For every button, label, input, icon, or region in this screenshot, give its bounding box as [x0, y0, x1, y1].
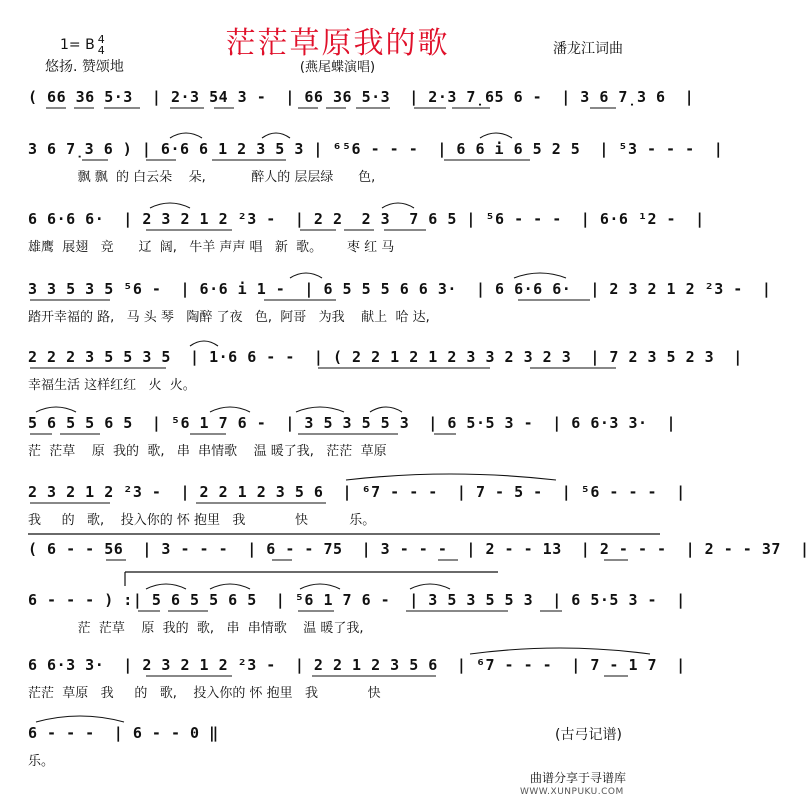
score-row-4-notes: 3 3 5 3 5 ⁵6 - | 6·6 i 1 - | 6 5 5 5 6 6 3· | 6 6·6 6· | 2 3 2 1 2 ²3 - | [28, 280, 772, 298]
score-row-5-lyrics: 幸福生活 这样红红 火 火。 [28, 378, 196, 393]
score-row-11-notes: 6 - - - | 6 - - 0 ‖ [28, 724, 219, 742]
score-row-6-notes: 5 6 5 5 6 5 | ⁵6 1 7 6 - | 3 5 3 5 5 3 | 6 5·5 3 - | 6 6·3 3· | [28, 414, 677, 432]
time-top: 4 [97, 33, 105, 46]
score-row-7-notes: 2 3 2 1 2 ²3 - | 2 2 1 2 3 5 6 | ⁶7 - - - | 7 - 5 - | ⁵6 - - - | [28, 483, 686, 501]
site-url[interactable]: WWW.XUNPUKU.COM [520, 787, 624, 797]
time-bottom: 4 [97, 44, 105, 57]
share-text: 曲谱分享于寻谱库 [530, 771, 627, 785]
score-row-9-notes: 6 - - - ) :| 5 6 5 5 6 5 | ⁵6 1 7 6 - | 3 5 3 5 5 3 | 6 5·5 3 - | [28, 591, 686, 609]
score-row-4-lyrics: 踏开幸福的 路, 马 头 琴 陶醉 了夜 色, 阿哥 为我 献上 哈 达, [28, 310, 430, 325]
tie-arcs [36, 133, 650, 722]
singer-credit: (燕尾蝶演唱) [299, 60, 376, 75]
score-row-10-lyrics: 茫茫 草原 我 的 歌, 投入你的 怀 抱里 我 快 [28, 686, 381, 701]
transcriber-credit: (古弓记谱) [555, 727, 622, 743]
score-row-2-lyrics: 飘 飘 的 白云朵 朵, 醉人的 层层绿 色, [28, 170, 376, 185]
score-row-2-notes: 3 6 7̣3 6 ) | 6·6 6 1 2 3 5 3 | ⁶⁵6 - - - | 6 6 i 6 5 2 5 | ⁵3 - - - | [28, 140, 724, 158]
score-row-8-notes: ( 6 - - 56 | 3 - - - | 6 - - 75 | 3 - - - | 2 - - 13 | 2 - - - | 2 - - 37 | [28, 540, 810, 558]
score-row-10-notes: 6 6·3 3· | 2 3 2 1 2 ²3 - | 2 2 1 2 3 5 6 | ⁶7 - - - | 7 - 1 7 | [28, 656, 686, 674]
score-row-9-lyrics: 茫 茫草 原 我的 歌, 串 串情歌 温 暖了我, [28, 621, 364, 636]
score-row-3-notes: 6 6·6 6· | 2 3 2 1 2 ²3 - | 2 2 2 3 7 6 5 | ⁵6 - - - | 6·6 ¹2 - | [28, 210, 705, 228]
author-credit: 潘龙江词曲 [553, 41, 623, 57]
score-row-11-lyrics: 乐。 [28, 754, 55, 769]
beam-lines [30, 108, 628, 676]
score-row-3-lyrics: 雄鹰 展翅 竞 辽 阔, 牛羊 声声 唱 新 歌。 枣 红 马 [28, 240, 395, 255]
score-row-1-notes: ( 66 36 5·3 | 2·3 54 3 - | 66 36 5·3 | 2·3 7̣65 6 - | 3 6 7̣3 6 | [28, 88, 695, 106]
key-label: 1= B [60, 37, 95, 53]
score-row-7-lyrics: 我 的 歌, 投入你的 怀 抱里 我 快 乐。 [28, 513, 376, 528]
score-row-5-notes: 2 2 2 3 5 5 3 5 | 1·6 6 - - | ( 2 2 1 2 1 2 3 3 2 3 2 3 | 7 2 3 5 2 3 | [28, 348, 743, 366]
tempo-marking: 悠扬. 赞颂地 [45, 59, 124, 75]
score-row-6-lyrics: 茫 茫草 原 我的 歌, 串 串情歌 温 暖了我, 茫茫 草原 [28, 444, 387, 459]
song-title: 茫茫草原我的歌 [225, 26, 450, 61]
